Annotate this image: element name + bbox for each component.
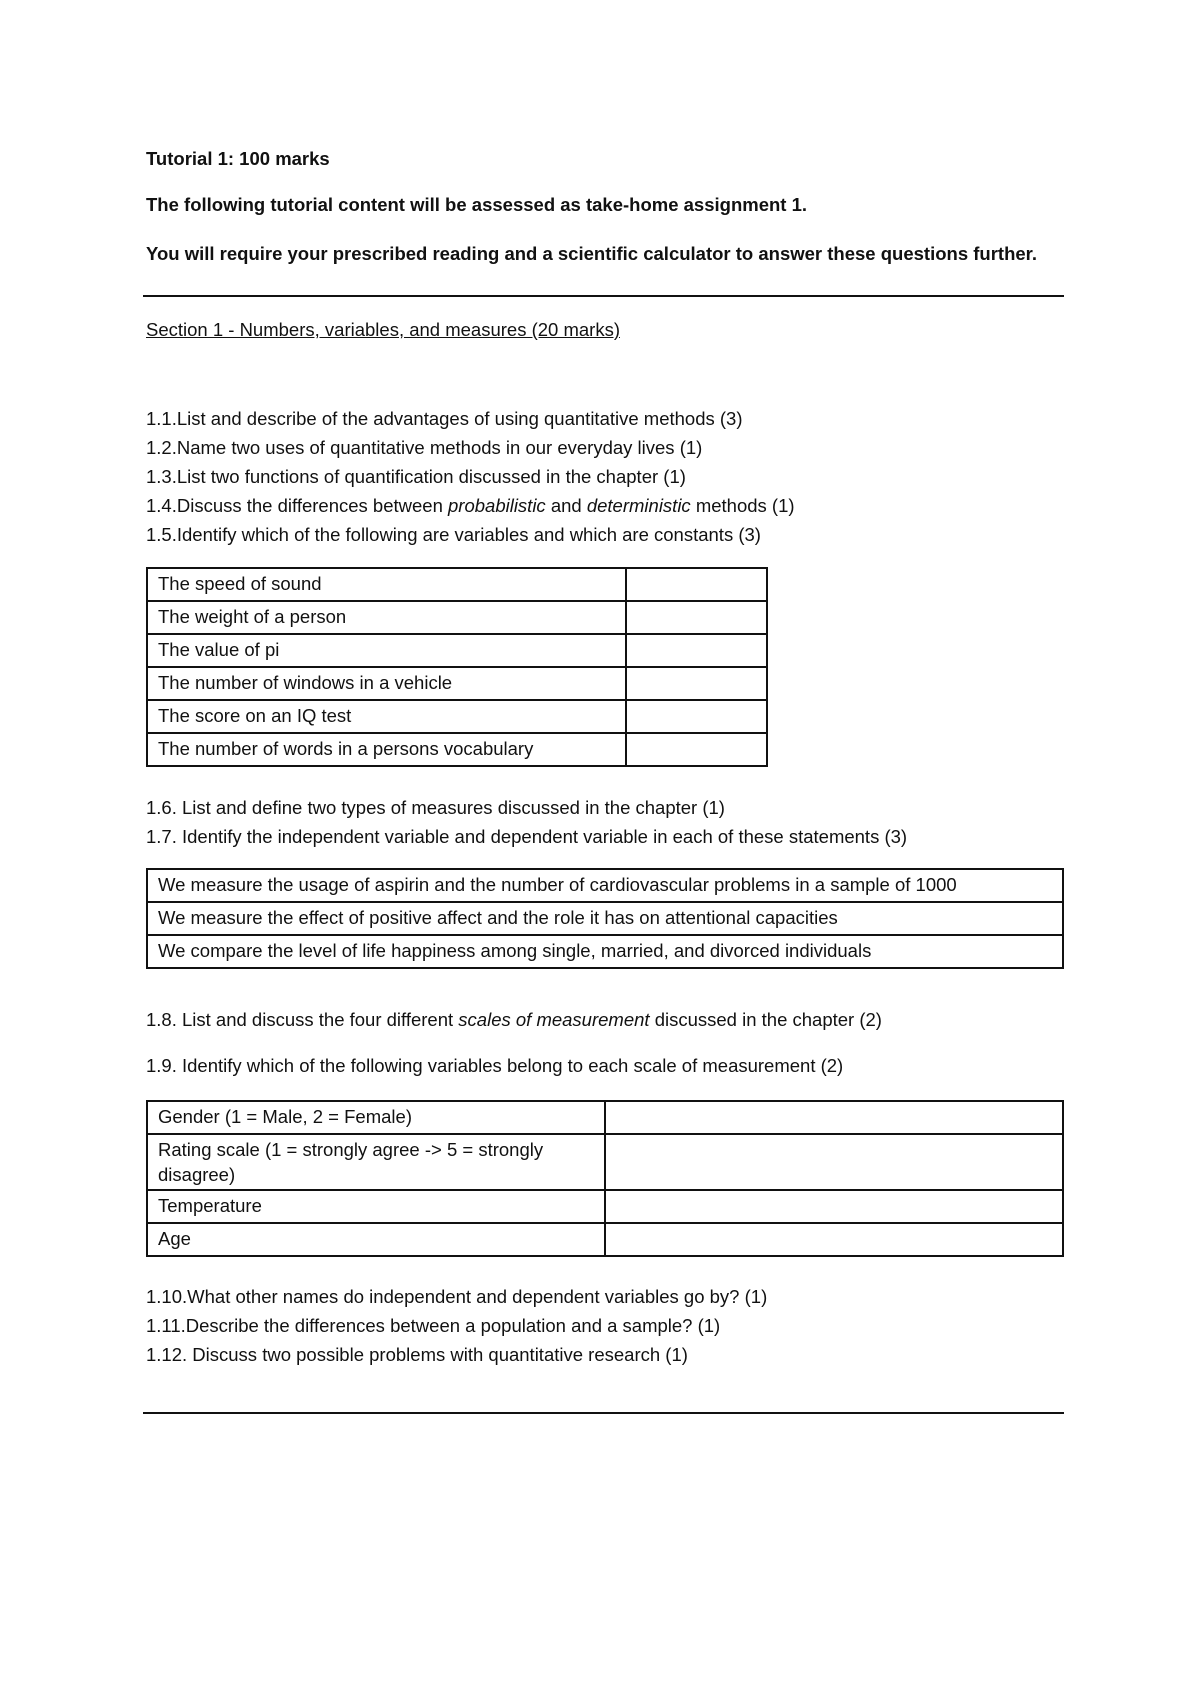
question-list-b: [146, 793, 907, 851]
table-row: [147, 634, 767, 667]
table-row: [147, 935, 1063, 968]
question-1-4: [146, 491, 795, 520]
question-1-11: [146, 1311, 767, 1340]
table-row: [147, 1134, 1063, 1190]
question-text: Identify which of the following are variables and which are constants (3): [176, 524, 761, 545]
intro-requirements-note: You will require your prescribed reading and a scientific calculator to answer these questions further.: [146, 243, 1037, 264]
question-1-6: [146, 793, 907, 822]
answer-cell[interactable]: [605, 1101, 1063, 1134]
top-divider: [143, 295, 1064, 297]
answer-cell[interactable]: [605, 1190, 1063, 1223]
question-text-end: methods (1): [690, 495, 795, 516]
answer-cell[interactable]: [626, 700, 767, 733]
question-text-end: discussed in the chapter (2): [649, 1009, 882, 1030]
intro-assessment-note: The following tutorial content will be assessed as take-home assignment 1.: [146, 194, 808, 215]
question-1-1: [146, 404, 795, 433]
answer-cell[interactable]: [626, 634, 767, 667]
question-number: 1.1.: [146, 408, 177, 429]
question-number: 1.12.: [146, 1344, 188, 1365]
question-list-c: [146, 1282, 767, 1369]
table-row: [147, 568, 767, 601]
question-text: Describe the differences between a population and a sample? (1): [185, 1315, 721, 1336]
table-cell-item: The number of windows in a vehicle: [147, 667, 626, 700]
question-number: 1.4.: [146, 495, 177, 516]
table-cell-item: The score on an IQ test: [147, 700, 626, 733]
question-text: Identify the independent variable and dependent variable in each of these statements (3): [176, 826, 908, 847]
scales-table: [146, 1100, 1064, 1257]
question-1-2: [146, 433, 795, 462]
answer-cell[interactable]: [605, 1223, 1063, 1256]
table-row: [147, 1223, 1063, 1256]
term-scales-of-measurement: scales of measurement: [458, 1009, 650, 1030]
question-text: List and define two types of measures discussed in the chapter (1): [176, 797, 725, 818]
answer-cell[interactable]: [605, 1134, 1063, 1190]
question-number: 1.10.: [146, 1286, 188, 1307]
table-cell-variable: Rating scale (1 = strongly agree -> 5 = strongly disagree): [147, 1134, 605, 1190]
question-number: 1.3.: [146, 466, 177, 487]
question-1-8: [146, 1009, 882, 1031]
question-number: 1.11.: [146, 1315, 186, 1336]
question-1-5: [146, 520, 795, 549]
question-number: 1.2.: [146, 437, 177, 458]
bottom-divider: [143, 1412, 1064, 1414]
table-cell-variable: Gender (1 = Male, 2 = Female): [147, 1101, 605, 1134]
question-number: 1.6.: [146, 797, 177, 818]
question-1-10: [146, 1282, 767, 1311]
table-row: [147, 1190, 1063, 1223]
table-cell-item: The value of pi: [147, 634, 626, 667]
section-heading: Section 1 - Numbers, variables, and measures (20 marks): [146, 319, 620, 340]
question-1-9: [146, 1055, 843, 1077]
answer-cell[interactable]: [626, 733, 767, 766]
statements-table: [146, 868, 1064, 969]
term-deterministic: deterministic: [586, 495, 691, 516]
table-cell-statement: We compare the level of life happiness among single, married, and divorced individuals: [147, 935, 1063, 968]
question-number: 1.7.: [146, 826, 177, 847]
table-cell-item: The speed of sound: [147, 568, 626, 601]
question-text: Name two uses of quantitative methods in our everyday lives (1): [176, 437, 703, 458]
question-text-mid: and: [545, 495, 587, 516]
question-number: 1.5.: [146, 524, 177, 545]
table-cell-statement: We measure the effect of positive affect and the role it has on attentional capacities: [147, 902, 1063, 935]
question-text: Identify which of the following variables belong to each scale of measurement (2): [176, 1055, 844, 1076]
table-row: [147, 733, 767, 766]
question-1-3: [146, 462, 795, 491]
table-row: [147, 601, 767, 634]
table-cell-variable: Age: [147, 1223, 605, 1256]
document-page: [146, 0, 1064, 1696]
table-row: [147, 700, 767, 733]
table-cell-item: The number of words in a persons vocabulary: [147, 733, 626, 766]
question-text: List and describe of the advantages of using quantitative methods (3): [176, 408, 743, 429]
answer-cell[interactable]: [626, 667, 767, 700]
question-number: 1.9.: [146, 1055, 177, 1076]
table-row: [147, 1101, 1063, 1134]
question-1-7: [146, 822, 907, 851]
table-row: [147, 869, 1063, 902]
question-list-a: [146, 404, 795, 549]
question-number: 1.8.: [146, 1009, 177, 1030]
term-probabilistic: probabilistic: [448, 495, 546, 516]
table-cell-item: The weight of a person: [147, 601, 626, 634]
table-cell-variable: Temperature: [147, 1190, 605, 1223]
question-1-12: [146, 1340, 767, 1369]
table-row: [147, 667, 767, 700]
question-text: List two functions of quantification discussed in the chapter (1): [176, 466, 686, 487]
question-text: What other names do independent and dependent variables go by? (1): [187, 1286, 768, 1307]
page-title: Tutorial 1: 100 marks: [146, 148, 330, 169]
answer-cell[interactable]: [626, 568, 767, 601]
table-cell-statement: We measure the usage of aspirin and the number of cardiovascular problems in a sample of 1000: [147, 869, 1063, 902]
question-text: Discuss two possible problems with quantitative research (1): [187, 1344, 688, 1365]
variables-constants-table: [146, 567, 768, 767]
answer-cell[interactable]: [626, 601, 767, 634]
table-row: [147, 902, 1063, 935]
question-text-start: List and discuss the four different: [176, 1009, 459, 1030]
question-text-start: Discuss the differences between: [176, 495, 448, 516]
